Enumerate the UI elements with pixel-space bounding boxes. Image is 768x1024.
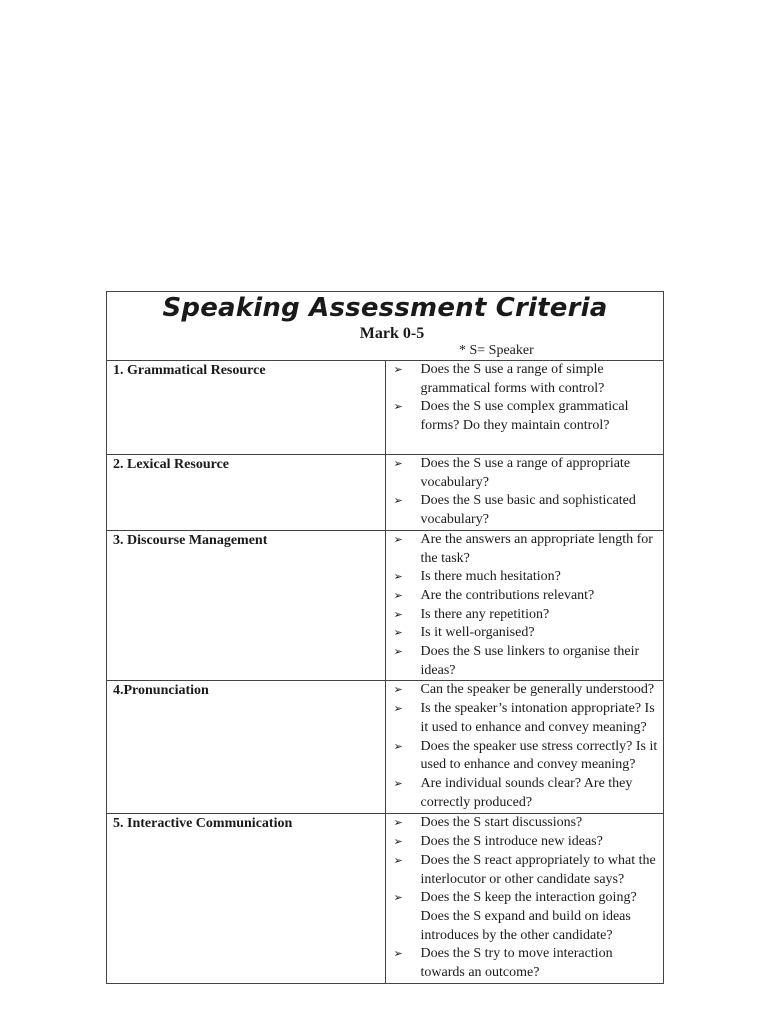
- question-text: Can the speaker be generally understood?: [420, 682, 655, 698]
- question-item: [392, 889, 660, 945]
- criterion-label: 3. Discourse Management: [107, 530, 386, 681]
- question-text: Are individual sounds clear? Are they correctly produced?: [420, 775, 633, 810]
- question-item: [392, 455, 660, 492]
- question-text: Is the speaker’s intonation appropriate? Is it used to enhance and convey meaning?: [420, 701, 655, 735]
- question-text: Does the S use complex grammatical forms? Do they maintain control?: [420, 399, 629, 434]
- question-text: Are the contributions relevant?: [420, 587, 595, 603]
- question-text: Is there much hesitation?: [420, 569, 561, 585]
- question-text: Does the speaker use stress correctly? Is it used to enhance and convey meaning?: [420, 738, 658, 773]
- question-item: [392, 492, 660, 529]
- criterion-label: 2. Lexical Resource: [107, 455, 386, 531]
- question-text: Is it well-organised?: [420, 625, 535, 641]
- question-text: Does the S introduce new ideas?: [420, 834, 603, 850]
- criterion-row-interactive: [107, 814, 664, 983]
- criterion-label: 1. Grammatical Resource: [107, 361, 386, 455]
- question-item: [392, 624, 660, 643]
- question-list: [392, 531, 660, 681]
- arrow-bullet-icon: ➢: [393, 571, 403, 584]
- arrow-bullet-icon: ➢: [393, 646, 403, 659]
- arrow-bullet-icon: ➢: [393, 836, 403, 849]
- question-item: [392, 568, 660, 587]
- question-text: Are the answers an appropriate length for the task?: [420, 531, 653, 566]
- question-text: Does the S start discussions?: [420, 815, 583, 831]
- arrow-bullet-icon: ➢: [393, 854, 403, 867]
- arrow-bullet-icon: ➢: [393, 458, 403, 470]
- question-item: [392, 700, 660, 737]
- arrow-bullet-icon: ➢: [393, 608, 403, 621]
- arrow-bullet-icon: ➢: [393, 495, 403, 508]
- question-list: [392, 814, 660, 982]
- question-text: Is there any repetition?: [420, 606, 550, 622]
- question-item: [392, 531, 660, 568]
- arrow-bullet-icon: ➢: [393, 627, 403, 640]
- question-list: [392, 361, 660, 436]
- mark-range: Mark 0-5: [359, 325, 425, 342]
- question-item: [392, 852, 660, 889]
- question-item: [392, 398, 660, 435]
- criterion-label: 5. Interactive Communication: [107, 814, 386, 983]
- questions-cell: [385, 681, 664, 814]
- question-item: [392, 606, 660, 625]
- arrow-bullet-icon: ➢: [393, 533, 403, 546]
- question-item: [392, 587, 660, 606]
- question-text: Does the S react appropriately to what the interlocutor or other candidate says?: [420, 852, 656, 887]
- arrow-bullet-icon: ➢: [393, 364, 403, 376]
- question-list: [392, 455, 660, 530]
- table-header-cell: [107, 292, 664, 361]
- question-item: [392, 945, 660, 982]
- arrow-bullet-icon: ➢: [393, 817, 403, 830]
- arrow-bullet-icon: ➢: [393, 892, 403, 905]
- question-text: Does the S keep the interaction going? Does the S expand and build on ideas introduces by the other candidate?: [420, 890, 637, 943]
- criterion-row-grammatical: [107, 361, 664, 455]
- speaker-note: * S= Speaker: [459, 343, 534, 358]
- assessment-table: [106, 291, 664, 984]
- question-text: Does the S use basic and sophisticated vocabulary?: [420, 493, 636, 528]
- arrow-bullet-icon: ➢: [393, 684, 403, 697]
- question-text: Does the S use a range of appropriate vocabulary?: [420, 456, 631, 490]
- questions-cell: [385, 455, 664, 531]
- arrow-bullet-icon: ➢: [393, 589, 403, 602]
- question-item: [392, 775, 660, 812]
- arrow-bullet-icon: ➢: [393, 777, 403, 790]
- arrow-bullet-icon: ➢: [393, 401, 403, 414]
- arrow-bullet-icon: ➢: [393, 703, 403, 716]
- question-item: [392, 643, 660, 680]
- question-item: [392, 814, 660, 833]
- criterion-row-lexical: [107, 455, 664, 531]
- arrow-bullet-icon: ➢: [393, 948, 403, 961]
- questions-cell: [385, 530, 664, 681]
- question-text: Does the S use a range of simple grammatical forms with control?: [420, 362, 605, 396]
- question-item: [392, 833, 660, 852]
- question-item: [392, 361, 660, 398]
- criterion-label: 4.Pronunciation: [107, 681, 386, 814]
- arrow-bullet-icon: ➢: [393, 740, 403, 753]
- criterion-row-pronunciation: [107, 681, 664, 814]
- questions-cell: [385, 361, 664, 455]
- page-title: Speaking Assessment Criteria: [162, 293, 608, 323]
- question-item: [392, 681, 660, 700]
- question-text: Does the S try to move interaction towards an outcome?: [420, 946, 613, 981]
- questions-cell: [385, 814, 664, 983]
- question-text: Does the S use linkers to organise their ideas?: [420, 644, 640, 678]
- criterion-row-discourse: [107, 530, 664, 681]
- question-item: [392, 738, 660, 775]
- table-header-row: [107, 292, 664, 361]
- question-list: [392, 681, 660, 812]
